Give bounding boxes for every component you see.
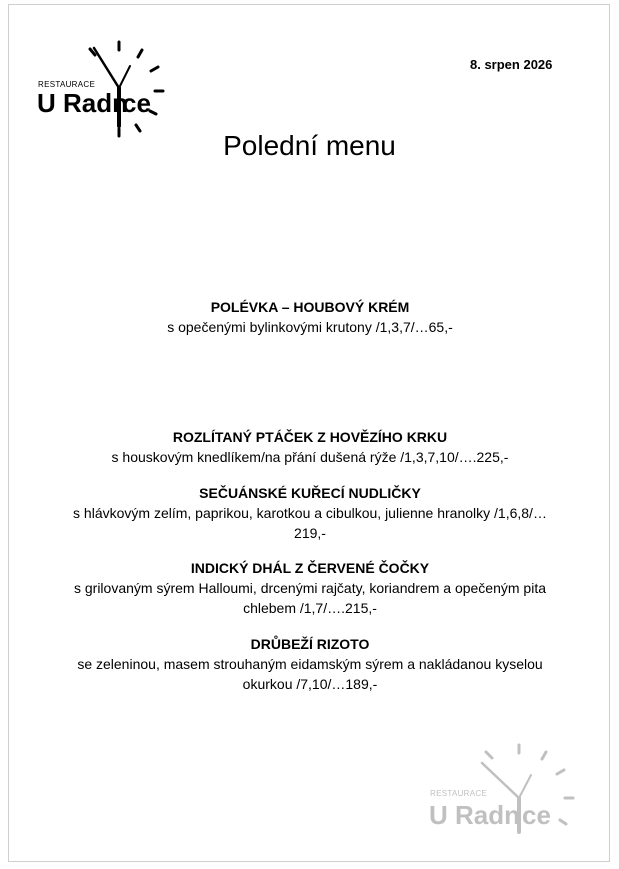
menu-item	[60, 634, 560, 694]
menu-item-description: s opečenými bylinkovými krutony /1,3,7/…65,-	[167, 319, 453, 335]
page-title: Polední menu	[223, 130, 396, 161]
menu-date: 8. srpen 2026	[470, 57, 553, 72]
menu-item-description: s houskovým knedlíkem/na přání dušená rýže /1,3,7,10/….225,-	[111, 449, 509, 465]
menu-item-description: s hlávkovým zelím, paprikou, karotkou a cibulkou, julienne hranolky /1,6,8/…219,-	[73, 505, 547, 541]
menu-item	[60, 427, 560, 467]
svg-text:ce: ce	[522, 800, 551, 830]
svg-text:RESTAURACE: RESTAURACE	[430, 789, 488, 798]
svg-text:U Radn: U Radn	[37, 88, 128, 118]
restaurant-logo-watermark	[420, 740, 590, 840]
menu-item-description: s grilovaným sýrem Halloumi, drcenými rajčaty, koriandrem a opečeným pita chlebem /1,7/….215,-	[73, 580, 546, 616]
clock-logo-icon	[420, 740, 590, 840]
menu-item-name: SEČUÁNSKÉ KUŘECÍ NUDLIČKY	[199, 485, 421, 501]
menu-item-name: DRŮBEŽÍ RIZOTO	[250, 636, 370, 652]
svg-text:ce: ce	[122, 88, 151, 118]
menu-item	[60, 483, 560, 543]
menu-item-soup	[60, 297, 560, 337]
menu-item-description: se zeleninou, masem strouhaným eidamským sýrem a nakládanou kyselou okurkou /7,10/…189,-	[77, 656, 543, 692]
svg-text:RESTAURACE: RESTAURACE	[38, 80, 96, 89]
menu-item-name: POLÉVKA – HOUBOVÝ KRÉM	[210, 299, 410, 315]
menu-item	[60, 558, 560, 618]
menu-item-name: ROZLÍTANÝ PTÁČEK Z HOVĚZÍHO KRKU	[172, 429, 448, 445]
menu-item-name: INDICKÝ DHÁL Z ČERVENÉ ČOČKY	[190, 560, 430, 576]
svg-text:U Radn: U Radn	[429, 800, 520, 830]
